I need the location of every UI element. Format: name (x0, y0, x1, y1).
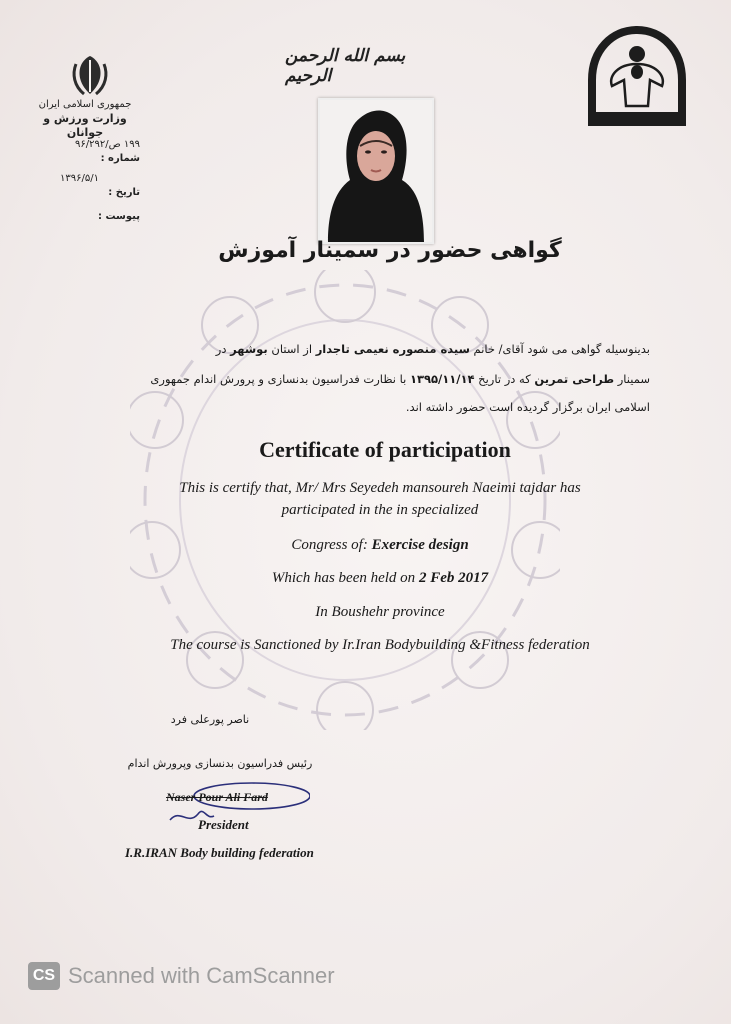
number-value: ۱۹۹ ص/۹۶/۲۹۲ (75, 139, 140, 150)
federation-name-en: I.R.IRAN Body building federation (125, 845, 314, 860)
seminar-topic: طراحی تمرین (534, 372, 615, 386)
country-name: جمهوری اسلامی ایران (38, 99, 132, 110)
body-text: از استان (267, 342, 316, 356)
signer-title-en: President (198, 817, 249, 832)
iran-emblem-icon (68, 52, 112, 98)
date-row (40, 172, 140, 200)
persian-body-line3: اسلامی ایران برگزار گردیده است حضور داشته اند. (405, 400, 650, 414)
number-label: شماره : (100, 153, 140, 164)
date-value: ۱۳۹۶/۵/۱ (60, 173, 99, 184)
number-row (40, 138, 140, 166)
english-line1: This is certify that, Mr/ Mrs Seyedeh mansoureh Naeimi tajdar has (179, 480, 581, 496)
province-name: بوشهر (230, 342, 268, 356)
signer-name-en: Naser Pour Ali Fard (166, 790, 268, 804)
held-value: 2 Feb 2017 (418, 570, 489, 586)
bismillah-calligraphy: بسم الله الرحمن الرحیم (285, 46, 406, 86)
attachment-label: پیوست : (97, 211, 140, 222)
persian-title: گواهی حضور در سمینار آموزش (218, 238, 562, 263)
body-text: با نظارت فدراسیون بدنسازی و پرورش اندام جمهوری (150, 372, 410, 386)
portrait-photo (318, 98, 434, 244)
participant-name: سیده منصوره نعیمی تاجدار (315, 342, 470, 356)
date-label: تاریخ : (108, 187, 140, 198)
congress-line (100, 537, 660, 554)
congress-label: Congress of: (291, 537, 368, 553)
header-left (30, 98, 140, 140)
body-text: سمینار (614, 372, 650, 386)
ministry-name: وزارت ورزش و جوانان (43, 112, 127, 139)
sanction-line: The course is Sanctioned by Ir.Iran Bodybuilding &Fitness federation (170, 637, 590, 653)
body-text: بدینوسیله گواهی می شود آقای/ خانم (469, 342, 650, 356)
seminar-date: ۱۳۹۵/۱۱/۱۴ (409, 372, 475, 386)
signer-title-fa: رئیس فدراسیون بدنسازی وپرورش اندام (127, 757, 313, 770)
body-text: که در تاریخ (474, 372, 535, 386)
body-text: در (215, 342, 231, 356)
persian-body-line2 (120, 366, 650, 392)
certificate-title: Certificate of participation (259, 437, 511, 462)
federation-logo-icon (578, 20, 696, 138)
province-line: In Boushehr province (315, 604, 445, 620)
camscanner-text: Scanned with CamScanner (68, 963, 335, 988)
congress-value: Exercise design (371, 537, 469, 553)
camscanner-logo-icon: CS (28, 962, 60, 990)
signer-name-fa: ناصر پورعلی فرد (170, 713, 250, 726)
camscanner-watermark (28, 962, 335, 990)
held-label: Which has been held on (271, 570, 416, 586)
persian-body-line1 (120, 336, 650, 362)
held-line (100, 570, 660, 587)
english-line2: participated in the in specialized (281, 502, 479, 518)
